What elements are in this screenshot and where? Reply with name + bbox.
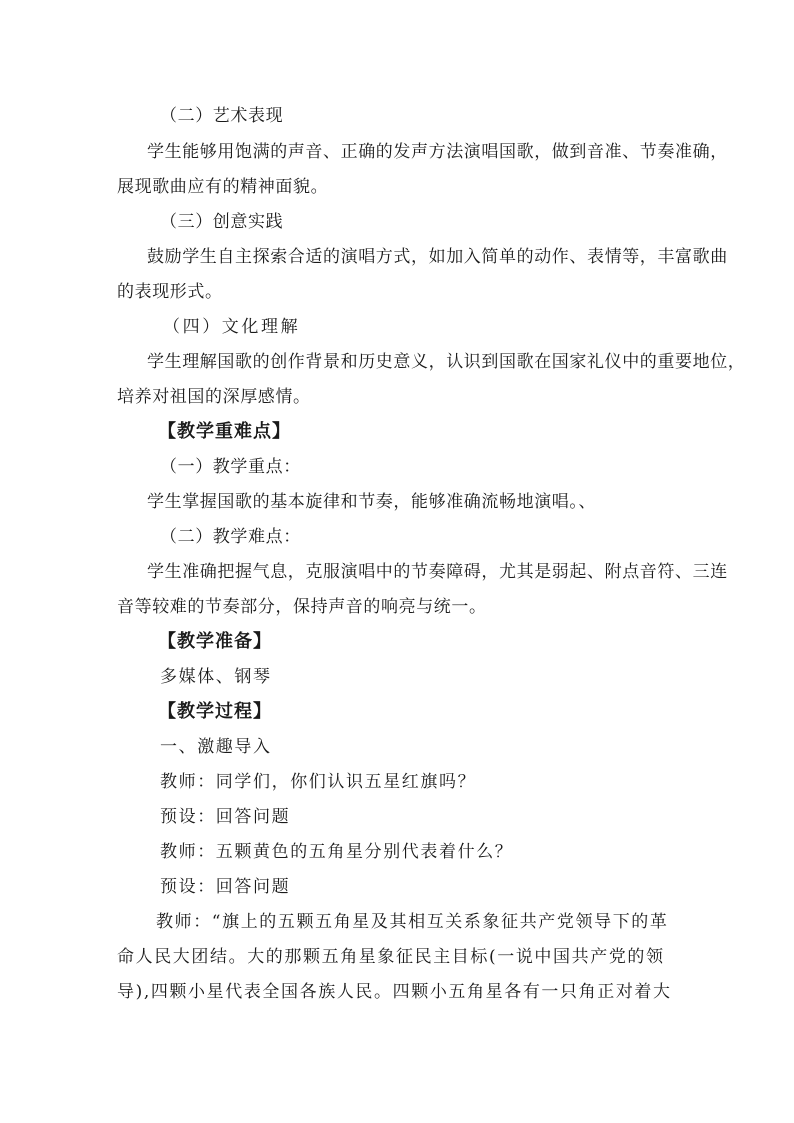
dialogue-line: 预设：回答问题	[160, 807, 291, 827]
dialogue-line: 教师：五颗黄色的五角星分别代表着什么？	[160, 842, 514, 862]
paragraph-line: 鼓励学生自主探索合适的演唱方式，如加入简单的动作、表情等，丰富歌曲	[147, 247, 728, 267]
dialogue-line: 教师：同学们，你们认识五星红旗吗？	[160, 772, 477, 792]
paragraph-line: 多媒体、钢琴	[160, 667, 272, 687]
subsection-heading-teaching-difficulty: （二）教学难点：	[160, 527, 301, 547]
paragraph-line: 学生掌握国歌的基本旋律和节奏，能够准确流畅地演唱。、	[147, 492, 597, 512]
step-heading-introduction: 一、激趣导入	[160, 737, 272, 757]
paragraph-line: 学生能够用饱满的声音、正确的发声方法演唱国歌，做到音准、节奏准确，	[147, 142, 728, 162]
paragraph-line: 音等较难的节奏部分，保持声音的响亮与统一。	[117, 597, 487, 617]
section-heading-preparation: 【教学准备】	[158, 631, 272, 652]
paragraph-line: 学生准确把握气息，克服演唱中的节奏障碍，尤其是弱起、附点音符、三连	[147, 562, 728, 582]
section-heading-process: 【教学过程】	[158, 701, 272, 722]
subsection-heading-teaching-focus: （一）教学重点：	[160, 457, 301, 477]
paragraph-line: 培养对祖国的深厚感情。	[117, 387, 311, 407]
paragraph-line: 的表现形式。	[117, 282, 223, 302]
paragraph-line: 学生理解国歌的创作背景和历史意义，认识到国歌在国家礼仪中的重要地位，	[147, 352, 746, 372]
subsection-heading-artistic-expression: （二）艺术表现	[160, 106, 284, 126]
section-heading-key-points: 【教学重难点】	[158, 421, 291, 442]
paragraph-line: 命人民大团结。大的那颗五角星象征民主目标(一说中国共产党的领	[117, 947, 665, 967]
subsection-heading-cultural-understanding: （四）文化理解	[163, 317, 301, 337]
paragraph-line: 导),四颗小星代表全国各族人民。四颗小五角星各有一只角正对着大	[117, 982, 672, 1002]
subsection-heading-creative-practice: （三）创意实践	[160, 212, 284, 232]
dialogue-line: 预设：回答问题	[160, 877, 291, 897]
paragraph-line: 教师：“旗上的五颗五角星及其相互关系象征共产党领导下的革	[156, 912, 669, 932]
paragraph-line: 展现歌曲应有的精神面貌。	[117, 177, 329, 197]
